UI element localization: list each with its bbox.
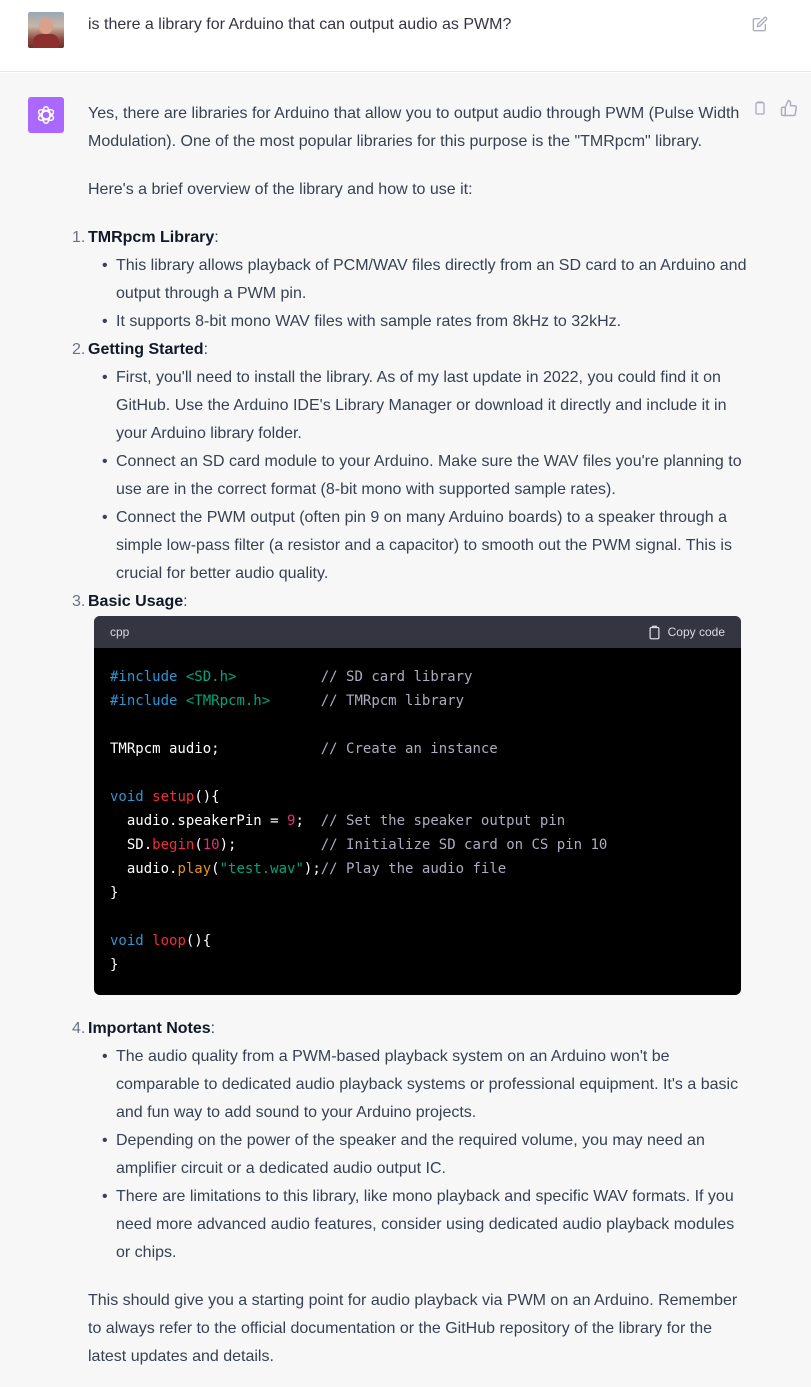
bullet-list: [88, 1043, 748, 1267]
bullet-list: [88, 252, 748, 336]
code-block: [94, 616, 741, 995]
bullet-item: • It supports 8-bit mono WAV files with sample rates from 8kHz to 32kHz.: [116, 308, 748, 336]
code-block-header: [94, 616, 741, 648]
section-title: Important Notes: [88, 1020, 211, 1037]
section-title: Basic Usage: [88, 593, 184, 610]
list-number: 4.: [72, 1020, 86, 1037]
intro-paragraph: Yes, there are libraries for Arduino that allow you to output audio through PWM (Pulse Width Modulation). One of the most popular libraries for this purpose is the "TMRpcm" library.: [88, 105, 740, 150]
numbered-list: [72, 224, 748, 1267]
code-language-label: cpp: [110, 625, 130, 639]
openai-logo-icon: [28, 97, 64, 133]
bullet-list: [88, 364, 748, 588]
user-message-row: [0, 0, 811, 72]
list-number: 3.: [72, 593, 86, 610]
copy-code-button[interactable]: [647, 618, 725, 646]
section-title: Getting Started: [88, 341, 204, 358]
list-item: 3. Basic Usage: cpp Copy code #include <SD.h> // SD card library #include <TMRpcm.h> // TMRpcm library TMRpcm audio; // Create an instance void setup(){ audio.speakerPin = 9; // Set the speaker output pin SD.begin(10); // Initialize SD card on CS pin 10 audio.play("test.wav");// Play the audio file } void loop(){ }: [88, 588, 748, 995]
list-item: 4. Important Notes: • The audio quality from a PWM-based playback system on an Arduino won't be comparable to dedicated audio playback systems or professional equipment. It's a basic and fun way to add sound to your Arduino projects. • Depending on the power of the speaker and the required volume, you may need an amplifier circuit or a dedicated audio output IC. • There are limitations to this library, like mono playback and specific WAV formats. If you need more advanced audio features, consider using dedicated audio playback modules or chips.: [88, 1015, 748, 1267]
closing-paragraph: This should give you a starting point for audio playback via PWM on an Arduino. Remember to always refer to the official documentation or the GitHub repository of the library for the latest updates and details.: [88, 1292, 738, 1365]
bullet-item: • First, you'll need to install the library. As of my last update in 2022, you could find it on GitHub. Use the Arduino IDE's Library Manager or download it directly and include it in your Arduino library folder.: [116, 364, 748, 448]
bullet-item: • Depending on the power of the speaker and the required volume, you may need an amplifier circuit or a dedicated audio output IC.: [116, 1127, 748, 1183]
bullet-item: • This library allows playback of PCM/WAV files directly from an SD card to an Arduino and output through a PWM pin.: [116, 252, 748, 308]
bullet-item: • There are limitations to this library, like mono playback and specific WAV formats. If you need more advanced audio features, consider using dedicated audio playback modules or chips.: [116, 1183, 748, 1267]
code-content[interactable]: #include <SD.h> // SD card library #include <TMRpcm.h> // TMRpcm library TMRpcm audio; // Create an instance void setup(){ audio.speakerPin = 9; // Set the speaker output pin SD.begin(10); // Initialize SD card on CS pin 10 audio.play("test.wav");// Play the audio file } void loop(){ }: [110, 669, 608, 973]
bullet-item: • The audio quality from a PWM-based playback system on an Arduino won't be comparable to dedicated audio playback systems or professional equipment. It's a basic and fun way to add sound to your Arduino projects.: [116, 1043, 748, 1127]
user-avatar: [28, 12, 64, 48]
overview-paragraph: Here's a brief overview of the library and how to use it:: [88, 181, 473, 198]
list-item: 2. Getting Started: • First, you'll need to install the library. As of my last update in 2022, you could find it on GitHub. Use the Arduino IDE's Library Manager or download it directly and include it in your Arduino library folder. • Connect an SD card module to your Arduino. Make sure the WAV files you're planning to use are in the correct format (8-bit mono with supported sample rates). • Connect the PWM output (often pin 9 on many Arduino boards) to a speaker through a simple low-pass filter (a resistor and a capacitor) to smooth out the PWM signal. This is crucial for better audio quality.: [88, 336, 748, 588]
assistant-message-row: [0, 73, 811, 1387]
thumbs-up-icon[interactable]: [780, 99, 798, 122]
user-message-text: is there a library for Arduino that can output audio as PWM?: [88, 16, 512, 33]
clipboard-icon: [647, 625, 662, 640]
list-number: 2.: [72, 341, 86, 358]
section-title: TMRpcm Library: [88, 229, 215, 246]
assistant-message-content: [72, 100, 748, 1371]
list-number: 1.: [72, 229, 86, 246]
edit-icon[interactable]: [752, 16, 768, 32]
clipboard-icon[interactable]: [752, 99, 768, 122]
bullet-item: • Connect an SD card module to your Arduino. Make sure the WAV files you're planning to use are in the correct format (8-bit mono with supported sample rates).: [116, 448, 748, 504]
bullet-item: • Connect the PWM output (often pin 9 on many Arduino boards) to a speaker through a simple low-pass filter (a resistor and a capacitor) to smooth out the PWM signal. This is crucial for better audio quality.: [116, 504, 748, 588]
copy-code-label: Copy code: [667, 625, 725, 639]
list-item: 1. TMRpcm Library: • This library allows playback of PCM/WAV files directly from an SD card to an Arduino and output through a PWM pin. • It supports 8-bit mono WAV files with sample rates from 8kHz to 32kHz.: [88, 224, 748, 336]
